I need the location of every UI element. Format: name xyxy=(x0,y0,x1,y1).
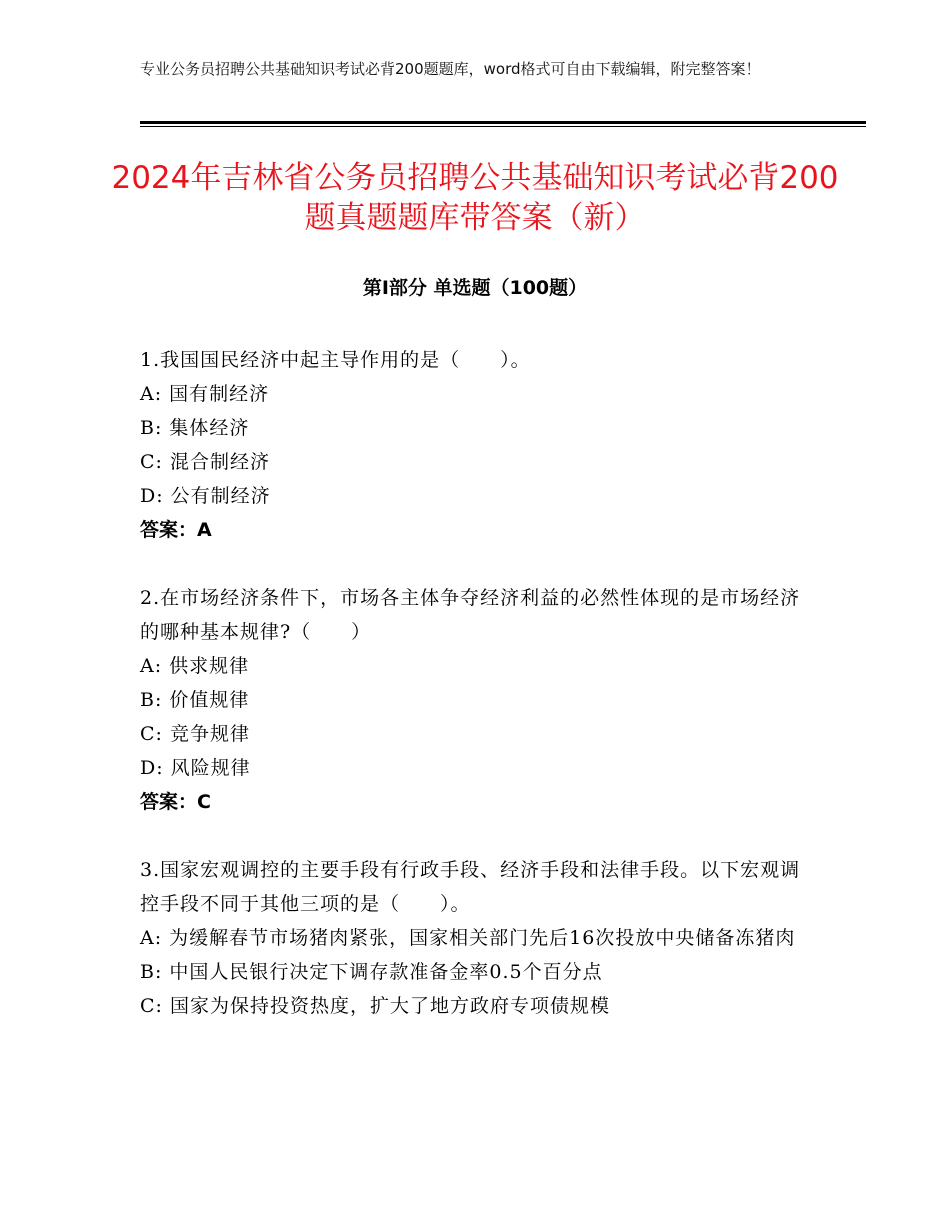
option-c: C: 混合制经济 xyxy=(140,451,270,473)
answer-line: 答案：C xyxy=(140,791,211,813)
option-b: B: 集体经济 xyxy=(140,417,250,439)
option-a: A: 国有制经济 xyxy=(140,383,270,405)
question-3 xyxy=(140,853,810,1023)
header-rule-thick xyxy=(140,121,866,124)
question-list xyxy=(140,343,810,1057)
question-1 xyxy=(140,343,810,547)
header-rule-thin xyxy=(140,126,866,127)
question-stem: 3.国家宏观调控的主要手段有行政手段、经济手段和法律手段。以下宏观调控手段不同于其他三项的是（ ）。 xyxy=(140,859,801,915)
option-a: A: 为缓解春节市场猪肉紧张，国家相关部门先后16次投放中央储备冻猪肉 xyxy=(140,927,796,949)
option-d: D: 风险规律 xyxy=(140,757,251,779)
option-c: C: 国家为保持投资热度，扩大了地方政府专项债规模 xyxy=(140,995,610,1017)
document-title: 2024年吉林省公务员招聘公共基础知识考试必背200题真题题库带答案（新） xyxy=(111,160,839,236)
option-b: B: 价值规律 xyxy=(140,689,250,711)
section-heading: 第Ⅰ部分 单选题（100题） xyxy=(362,277,588,299)
option-a: A: 供求规律 xyxy=(140,655,250,677)
header-note: 专业公务员招聘公共基础知识考试必背200题题库，word格式可自由下载编辑，附完整答案！ xyxy=(140,60,761,78)
option-d: D: 公有制经济 xyxy=(140,485,271,507)
question-2 xyxy=(140,581,810,819)
question-stem: 2.在市场经济条件下，市场各主体争夺经济利益的必然性体现的是市场经济的哪种基本规律?（ ） xyxy=(140,587,801,643)
answer-line: 答案：A xyxy=(140,519,212,541)
option-b: B: 中国人民银行决定下调存款准备金率0.5个百分点 xyxy=(140,961,603,983)
question-stem: 1.我国国民经济中起主导作用的是（ ）。 xyxy=(140,349,531,371)
option-c: C: 竞争规律 xyxy=(140,723,250,745)
